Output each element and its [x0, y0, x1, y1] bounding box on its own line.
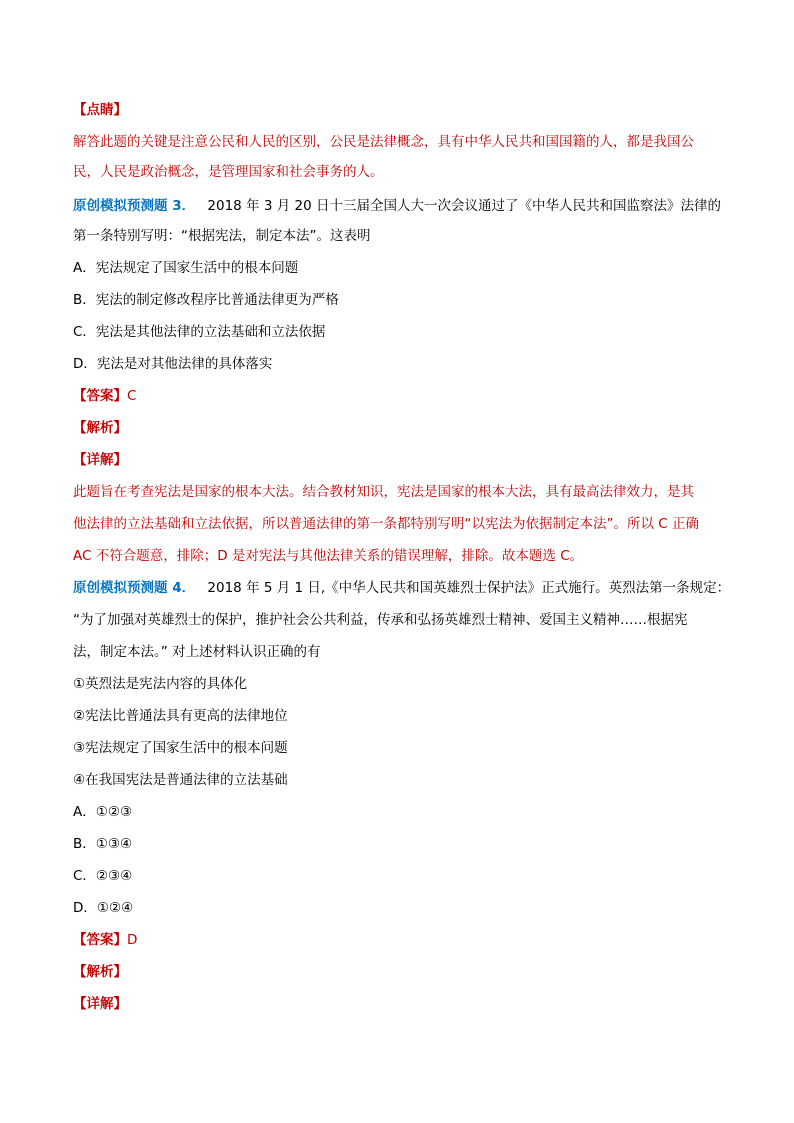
question-4-answer [73, 930, 137, 952]
question-4-analysis-label: 【解析】 [73, 964, 127, 980]
question-3-stem-text: 2018 年 3 月 20 日十三届全国人大一次会议通过了《中华人民共和国监察法》法律的 [207, 198, 721, 214]
dianjing-label: 【点睛】 [73, 102, 127, 118]
question-3-detail-label: 【详解】 [73, 452, 127, 468]
question-3-option-c: C．宪法是其他法律的立法基础和立法依据 [73, 324, 326, 340]
question-4-stem-line-3: 法，制定本法。” 对上述材料认识正确的有 [73, 644, 321, 660]
answer-value: D [127, 932, 138, 948]
question-4-statement-2: ②宪法比普通法具有更高的法律地位 [73, 708, 288, 724]
answer-label: 【答案】 [73, 932, 127, 948]
question-4-detail-label: 【详解】 [73, 996, 127, 1012]
question-3-analysis-label: 【解析】 [73, 420, 127, 436]
question-4-option-a: A．①②③ [73, 804, 133, 820]
question-4-stem-line-1 [73, 578, 730, 600]
question-3-option-a: A．宪法规定了国家生活中的根本问题 [73, 260, 299, 276]
question-4-tag: 原创模拟预测题 4． [73, 580, 196, 596]
question-4-option-c: C．②③④ [73, 868, 133, 884]
question-4-stem-line-2: “为了加强对英雄烈士的保护，推护社会公共利益，传承和弘扬英雄烈士精神、爱国主义精神……根据宪 [73, 612, 688, 628]
question-3-option-b: B．宪法的制定修改程序比普通法律更为严格 [73, 292, 339, 308]
question-3-stem-line-1 [73, 196, 721, 218]
question-4-option-d: D．①②④ [73, 900, 134, 916]
question-4-statement-4: ④在我国宪法是普通法律的立法基础 [73, 772, 288, 788]
question-4-option-b: B．①③④ [73, 836, 133, 852]
question-3-detail-line-2: 他法律的立法基础和立法依据，所以普通法律的第一条都特别写明“以宪法为依据制定本法”。所以 C 正确 [73, 516, 699, 532]
question-3-answer [73, 386, 136, 408]
question-3-stem-line-2: 第一条特别写明：“根据宪法，制定本法”。这表明 [73, 228, 371, 244]
dianjing-text-line-1: 解答此题的关键是注意公民和人民的区别，公民是法律概念，具有中华人民共和国国籍的人，都是我国公 [73, 134, 694, 150]
question-4-statement-3: ③宪法规定了国家生活中的根本问题 [73, 740, 288, 756]
question-3-option-d: D．宪法是对其他法律的具体落实 [73, 356, 273, 372]
answer-label: 【答案】 [73, 388, 127, 404]
dianjing-text-line-2: 民，人民是政治概念，是管理国家和社会事务的人。 [73, 164, 384, 180]
question-3-detail-line-1: 此题旨在考查宪法是国家的根本大法。结合教材知识，宪法是国家的根本大法，具有最高法律效力，是其 [73, 484, 694, 500]
question-4-statement-1: ①英烈法是宪法内容的具体化 [73, 676, 248, 692]
question-3-detail-line-3: AC 不符合题意，排除；D 是对宪法与其他法律关系的错误理解，排除。故本题选 C。 [73, 548, 584, 564]
answer-value: C [127, 388, 137, 404]
question-3-tag: 原创模拟预测题 3． [73, 198, 196, 214]
question-4-stem-text: 2018 年 5 月 1 日,《中华人民共和国英雄烈士保护法》正式施行。英烈法第一条规定： [207, 580, 731, 596]
